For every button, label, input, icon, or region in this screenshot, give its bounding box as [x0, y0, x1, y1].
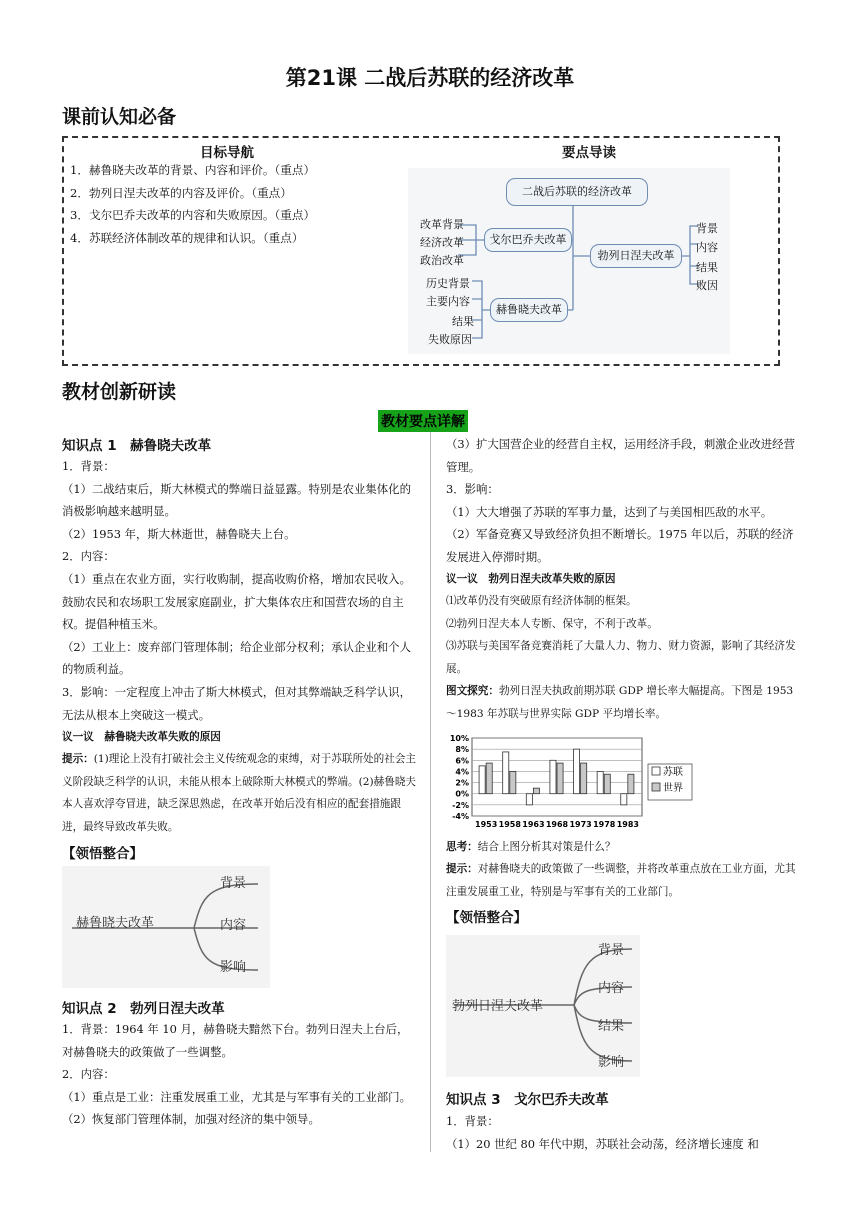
mindmap-leaf: 改革背景 — [420, 218, 464, 231]
paragraph: 3．影响：一定程度上冲击了斯大林模式，但对其弊端缺乏科学认识，无法从根本上突破这一模式。 — [62, 684, 411, 722]
bar-苏联 — [550, 760, 556, 793]
right-text-block-1 — [446, 433, 802, 569]
mindmap-leaf: 败因 — [696, 279, 718, 292]
paragraph: 1．背景： — [446, 1114, 499, 1128]
summary-map-item: 影响 — [220, 960, 247, 975]
x-tick-label: 1983 — [616, 820, 639, 829]
paragraph: （1）二战结束后，斯大林模式的弊端日益显露。特别是农业集体化的消极影响越来越明显。 — [62, 481, 411, 519]
paragraph: （1）20 世纪 80 年代中期，苏联社会动荡，经济增长速度 和 — [446, 1136, 759, 1151]
legend-swatch — [652, 783, 660, 791]
section-heading-study: 教材创新研读 — [62, 381, 177, 403]
summary-map-root: 勃列日涅夫改革 — [452, 999, 544, 1014]
x-tick-label: 1978 — [593, 820, 616, 829]
column-divider — [430, 432, 431, 1152]
tip-text: (1)理论上没有打破社会主义传统观念的束缚，对于苏联所处的社会主义阶段缺乏科学的认识，未能从根本上破除斯大林模式的弊端。(2)赫鲁晓夫本人喜欢浮夸冒进，缺乏深思熟虑，在改革开始后没有相应的配套措施跟进，最终导致改革失败。 — [62, 753, 417, 833]
think-question — [446, 836, 802, 859]
bar-世界 — [628, 774, 634, 794]
discussion-tip — [62, 748, 418, 838]
paragraph: （1）重点是工业：注重发展重工业，尤其是与军事有关的工业部门。 — [62, 1089, 411, 1104]
summary-heading: 【领悟整合】 — [62, 846, 143, 862]
bar-苏联 — [526, 794, 532, 805]
paragraph: （2）工业上：废弃部门管理体制；给企业部分权利；承认企业和个人的物质利益。 — [62, 639, 411, 677]
y-tick-label: 4% — [455, 767, 469, 777]
bar-世界 — [510, 771, 516, 793]
x-tick-label: 1973 — [569, 820, 592, 829]
y-tick-label: -2% — [452, 800, 469, 810]
mindmap-leaf: 结果 — [696, 261, 718, 274]
gdp-growth-chart — [444, 734, 694, 830]
tip-text: 对赫鲁晓夫的政策做了一些调整，并将改革重点放在工业方面，尤其注重发展重工业，特别是与军事有关的工业部门。 — [446, 863, 796, 898]
legend-swatch — [652, 767, 660, 775]
paragraph: 1．背景： — [62, 459, 115, 473]
highlight-heading: 教材要点详解 — [378, 410, 468, 432]
paragraph: 1．背景：1964 年 10 月，赫鲁晓夫黯然下台。勃列日涅夫上台后，对赫鲁晓夫的政策做了一些调整。 — [62, 1022, 409, 1059]
legend-label: 世界 — [663, 783, 683, 794]
paragraph: 2．内容： — [62, 549, 115, 564]
mindmap-leaf: 失败原因 — [428, 333, 472, 346]
bar-苏联 — [621, 794, 627, 805]
left-text-block-2 — [62, 1018, 418, 1131]
discussion-title-2: 议一议 勃列日涅夫改革失败的原因 — [446, 573, 616, 585]
summary-map-item: 内容 — [598, 981, 625, 996]
mindmap-leaf: 经济改革 — [420, 236, 464, 249]
mindmap-leaf: 结果 — [452, 315, 474, 328]
summary-map-item: 背景 — [598, 943, 625, 958]
paragraph: （3）扩大国营企业的经营自主权，运用经济手段，刺激企业改进经营管理。 — [446, 437, 795, 474]
mindmap-root: 二战后苏联的经济改革 — [506, 178, 648, 206]
y-tick-label: 10% — [449, 734, 469, 743]
discussion-item: ⑶苏联与美国军备竞赛消耗了大量人力、物力、财力资源，影响了其经济发展。 — [446, 640, 796, 675]
discussion-item: ⑴改革仍没有突破原有经济体制的框架。 — [446, 595, 637, 607]
mindmap-gorbachev: 戈尔巴乔夫改革 — [484, 228, 572, 252]
paragraph: 3．影响： — [446, 482, 499, 497]
y-tick-label: 2% — [455, 778, 469, 788]
goal-item: 3．戈尔巴乔夫改革的内容和失败原因。（重点） — [70, 208, 316, 222]
x-tick-label: 1968 — [545, 820, 569, 829]
left-text-block-1 — [62, 455, 418, 726]
knowledge-point-2: 知识点 2 勃列日涅夫改革 — [62, 1001, 225, 1017]
y-tick-label: 8% — [455, 745, 469, 755]
explore-text: 勃列日涅夫执政前期苏联 GDP 增长率大幅提高。下图是 1953～1983 年苏联与世界实际 GDP 平均增长率。 — [446, 685, 794, 720]
mindmap-figure — [408, 168, 730, 354]
mindmap-leaf: 背景 — [696, 222, 718, 235]
summary-map-item: 影响 — [598, 1055, 625, 1070]
mindmap-leaf: 内容 — [696, 241, 718, 254]
bar-世界 — [533, 788, 539, 794]
bar-苏联 — [479, 766, 485, 794]
bar-世界 — [557, 763, 563, 794]
x-tick-label: 1963 — [522, 820, 545, 829]
summary-map-item: 结果 — [598, 1019, 625, 1034]
goal-item: 2．勃列日涅夫改革的内容及评价。（重点） — [70, 185, 292, 200]
mindmap-khrushchev: 赫鲁晓夫改革 — [490, 298, 568, 322]
tip-label: 提示： — [446, 863, 478, 875]
discussion-list-2 — [446, 590, 802, 680]
bar-苏联 — [574, 749, 580, 794]
bar-世界 — [604, 774, 610, 794]
goal-nav-heading: 目标导航 — [200, 145, 254, 161]
knowledge-point-1: 知识点 1 赫鲁晓夫改革 — [62, 438, 212, 454]
paragraph: （1）大大增强了苏联的军事力量，达到了与美国相匹敌的水平。 — [446, 504, 773, 519]
summary-map-item: 内容 — [220, 918, 247, 933]
goal-item: 1．赫鲁晓夫改革的背景、内容和评价。（重点） — [70, 163, 316, 177]
mindmap-leaf: 历史背景 — [426, 277, 470, 290]
section-heading-preview: 课前认知必备 — [62, 106, 177, 128]
figure-explore — [446, 680, 802, 725]
paragraph: （2）恢复部门管理体制，加强对经济的集中领导。 — [62, 1112, 320, 1127]
summary-map-item: 背景 — [220, 876, 247, 891]
discussion-item: ⑵勃列日涅夫本人专断、保守，不利于改革。 — [446, 617, 658, 630]
think-text: 结合上图分析其对策是什么？ — [477, 841, 616, 853]
mindmap-leaf: 政治改革 — [420, 254, 464, 267]
think-label: 思考： — [446, 841, 478, 853]
knowledge-point-3: 知识点 3 戈尔巴乔夫改革 — [446, 1092, 609, 1108]
right-text-block-3 — [446, 1110, 802, 1155]
tip-label: 提示： — [62, 753, 94, 765]
bar-苏联 — [597, 771, 603, 793]
y-tick-label: -4% — [452, 812, 469, 821]
paragraph: 2．内容： — [62, 1067, 115, 1082]
page-title: 第21课 二战后苏联的经济改革 — [285, 66, 575, 90]
summary-heading-2: 【领悟整合】 — [446, 910, 527, 926]
legend-label: 苏联 — [663, 767, 683, 778]
explore-label: 图文探究： — [446, 685, 499, 697]
y-tick-label: 0% — [455, 789, 469, 799]
paragraph: （2）1953 年，斯大林逝世，赫鲁晓夫上台。 — [62, 526, 296, 541]
paragraph: （1）重点在农业方面，实行收购制，提高收购价格，增加农民收入。鼓励农民和农场职工发展家庭副业，扩大集体农庄和国营农场的自主权。提倡种植玉米。 — [62, 571, 411, 632]
summary-map-root: 赫鲁晓夫改革 — [76, 916, 155, 931]
bar-世界 — [486, 763, 492, 794]
goal-list — [70, 159, 315, 249]
key-guide-heading: 要点导读 — [562, 145, 616, 161]
paragraph: （2）军备竞赛又导致经济负担不断增长。1975 年以后，苏联的经济发展进入停滞时期。 — [446, 527, 794, 564]
x-tick-label: 1958 — [498, 820, 521, 829]
mindmap-brezhnev: 勃列日涅夫改革 — [590, 244, 682, 268]
bar-苏联 — [503, 752, 509, 794]
goal-item: 4．苏联经济体制改革的规律和认识。（重点） — [70, 230, 304, 245]
think-tip — [446, 858, 802, 903]
bar-世界 — [581, 763, 587, 794]
y-tick-label: 6% — [455, 756, 469, 766]
khrushchev-summary-map — [62, 866, 270, 988]
x-tick-label: 1953 — [475, 820, 498, 829]
discussion-title: 议一议 赫鲁晓夫改革失败的原因 — [62, 731, 221, 743]
brezhnev-summary-map — [446, 935, 640, 1077]
mindmap-leaf: 主要内容 — [426, 295, 470, 308]
